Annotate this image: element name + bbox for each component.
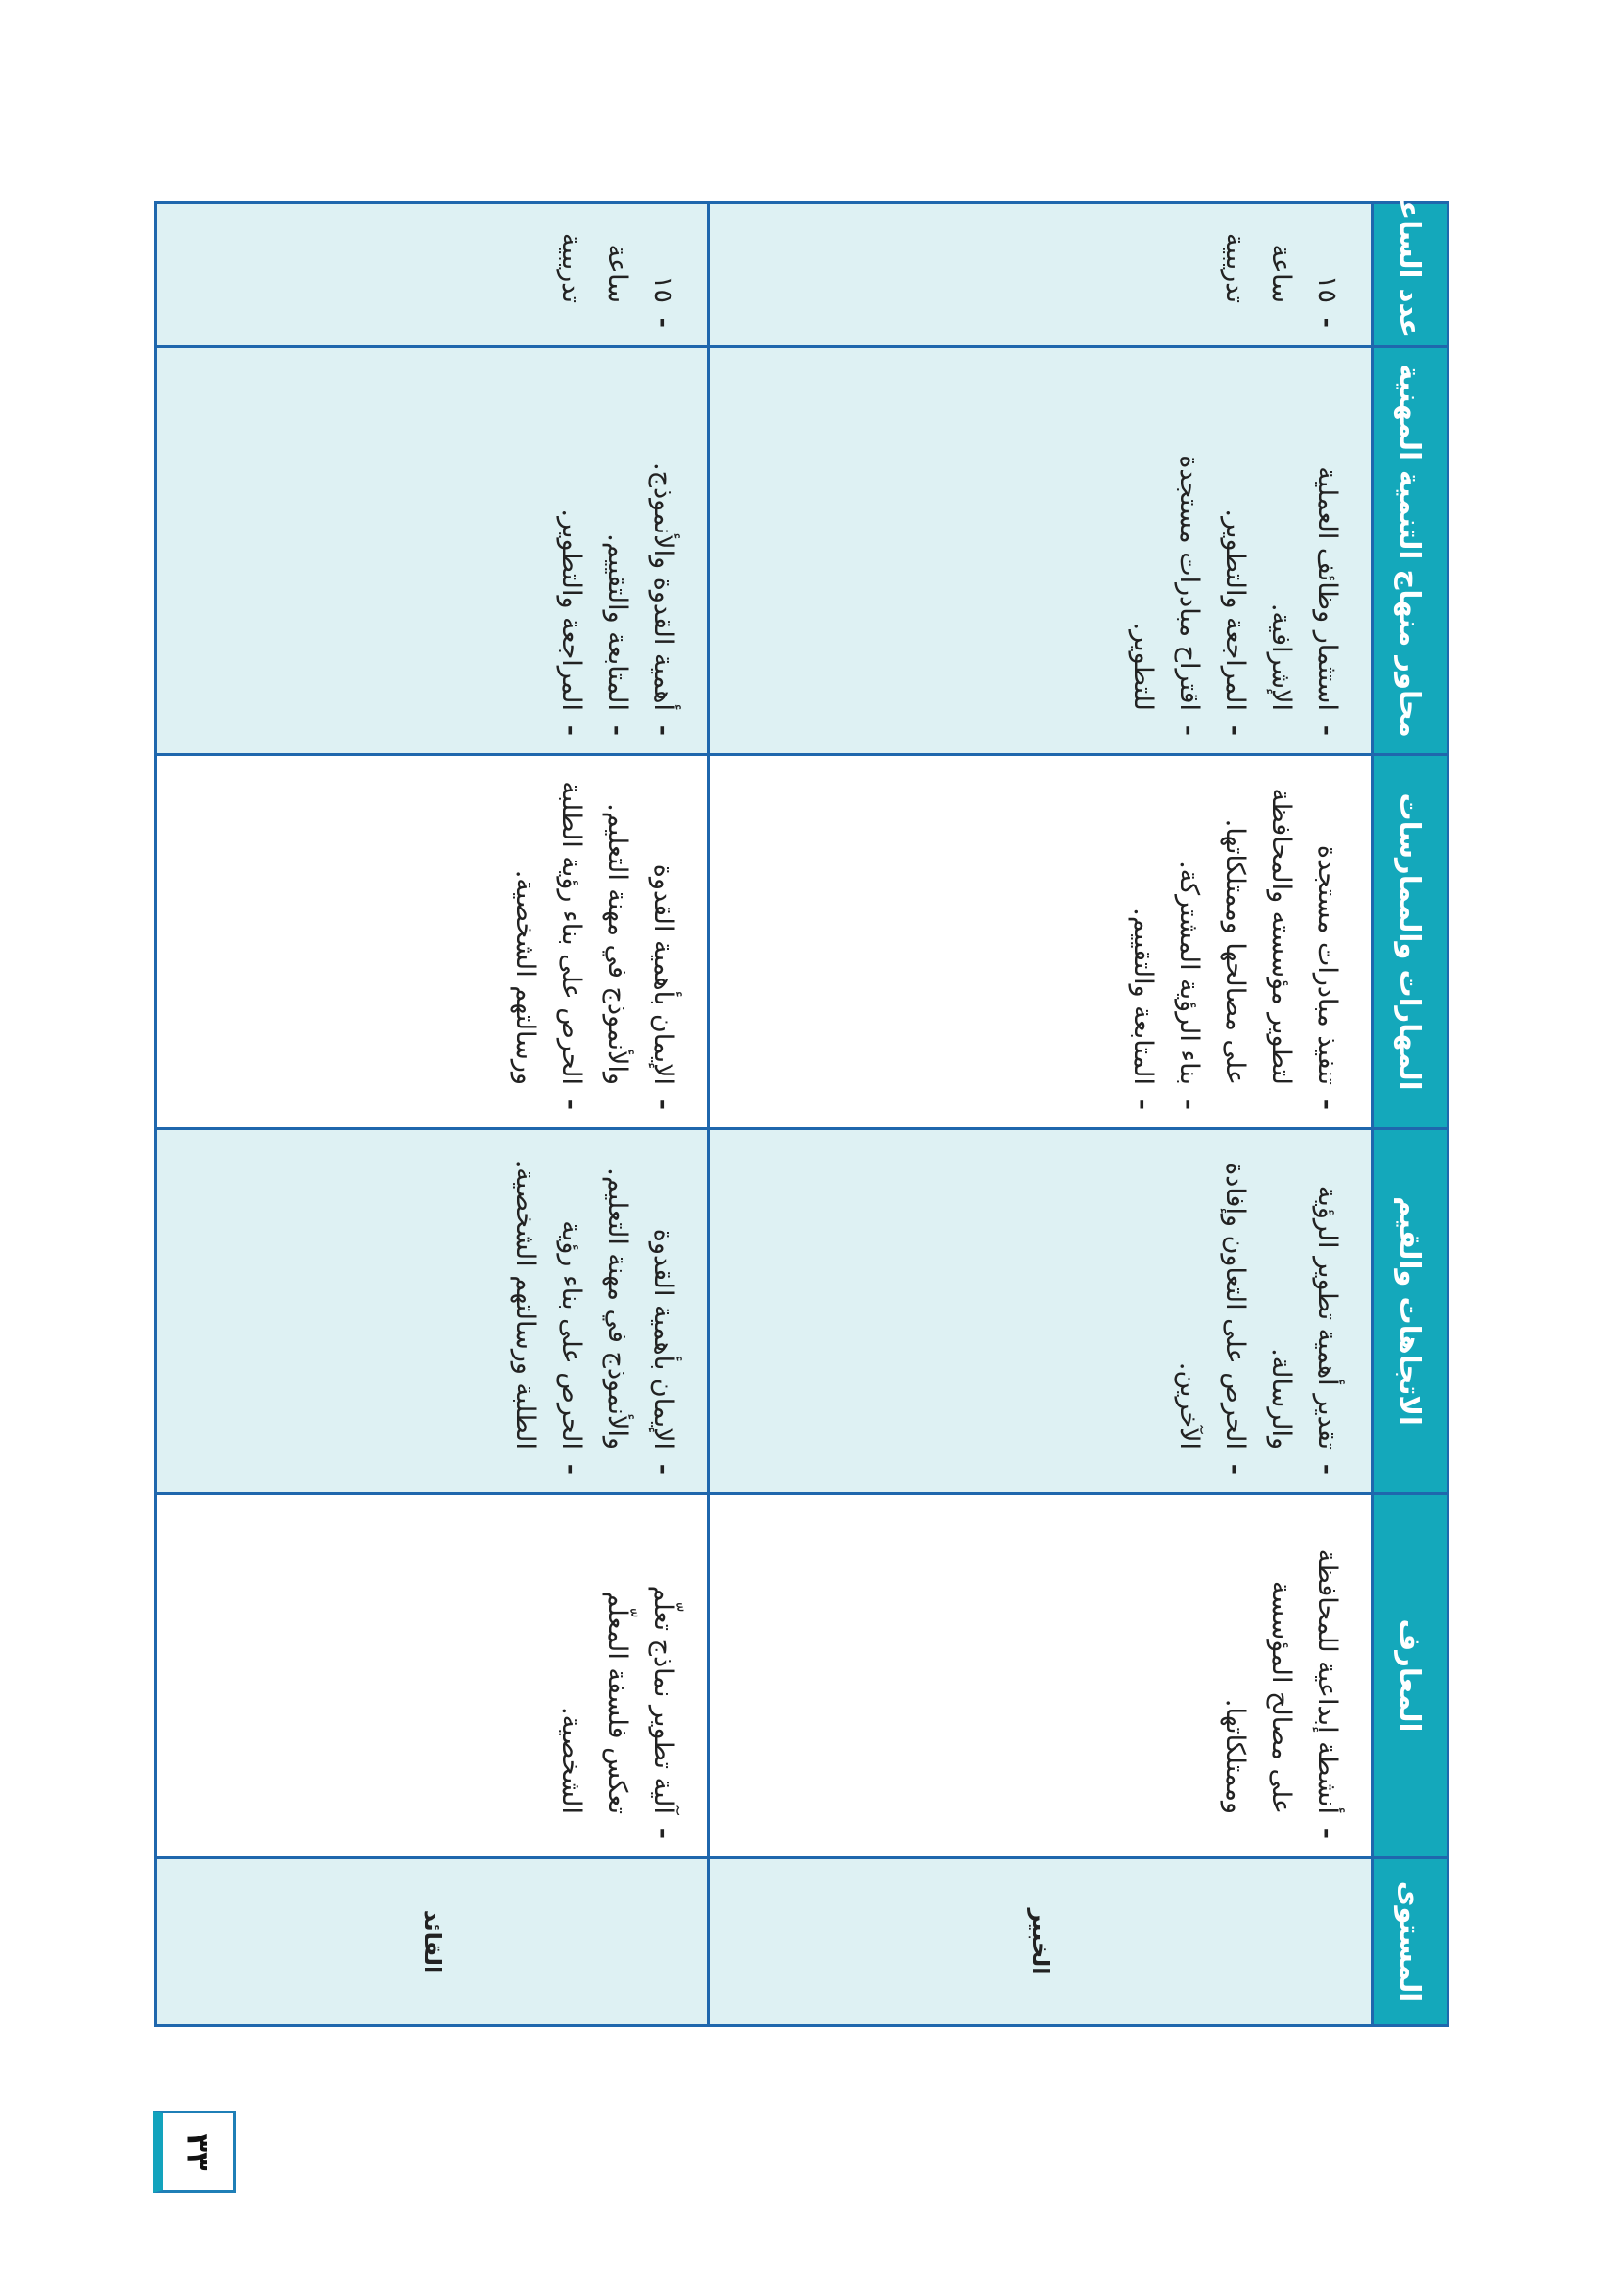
list-item: - ١٥ ساعة تدريبية (1212, 222, 1350, 328)
rotated-table-container (154, 162, 1449, 2024)
page-number: ٣٣ (179, 2133, 217, 2171)
program-cell (156, 347, 709, 755)
header-skills: المهارات والممارسات (1373, 755, 1448, 1129)
list-item: - اقتراح مبادرات مستجدة للتطوير. (1119, 366, 1212, 736)
program-cell (709, 347, 1373, 755)
header-hours: عدد الساعات (1373, 203, 1448, 347)
hours-cell (709, 203, 1373, 347)
list-item: - الحرص على التعاون وإفادة الآخرين. (1165, 1147, 1258, 1475)
skills-cell (709, 755, 1373, 1129)
header-program: محاور منهاج التنمية المهنية (1373, 347, 1448, 755)
list-item: - أهمية القدوة والأنموذج. (640, 366, 686, 736)
header-knowledge: المعارف (1373, 1494, 1448, 1858)
header-attitudes: الاتجاهات والقيم (1373, 1129, 1448, 1494)
attitudes-cell (709, 1129, 1373, 1494)
skills-cell (156, 755, 709, 1129)
list-item: - المراجعة والتطوير. (548, 366, 594, 736)
list-item: - بناء الرؤية المشتركة. (1165, 773, 1212, 1110)
knowledge-cell (156, 1494, 709, 1858)
header-level: المستوى (1373, 1858, 1448, 2026)
attitudes-cell (156, 1129, 709, 1494)
knowledge-cell (709, 1494, 1373, 1858)
level-cell: الخبير (709, 1858, 1373, 2026)
table-header-row (1373, 203, 1448, 2026)
list-item: - المراجعة والتطوير. (1212, 366, 1258, 736)
table-row-leader (156, 203, 709, 2026)
list-item: - ١٥ ساعة تدريبية (548, 222, 686, 328)
table-row-expert (709, 203, 1373, 2026)
level-cell: القائد (156, 1858, 709, 2026)
hours-cell (156, 203, 709, 347)
list-item: - تنفيذ مبادرات مستجدة لتطوير مؤسسته والمحافظة على مصالحها وممتلكاتها. (1212, 773, 1350, 1110)
page-number-box (153, 2111, 236, 2193)
list-item: - أنشطة إبداعية للمحافظة على مصالح المؤسسة وممتلكاتها. (1212, 1512, 1350, 1839)
list-item: - آلية تطوير نماذج تعلّم تعكس فلسفة المعلّم الشخصية. (548, 1512, 686, 1839)
list-item: - المتابعة والتقييم. (594, 366, 640, 736)
list-item: - الإيمان بأهمية القدوة والأنموذج في مهنة التعليم. (594, 773, 686, 1110)
list-item: - تقدير أهمية تطوير الرؤية والرسالة. (1258, 1147, 1350, 1475)
list-item: - الإيمان بأهمية القدوة والأنموذج في مهنة التعليم. (594, 1147, 686, 1475)
list-item: - استثمار وظائف العملية الإشرافية. (1258, 366, 1350, 736)
list-item: - الحرص على بناء رؤية الطلبة ورسالتهم الشخصية. (502, 1147, 594, 1475)
list-item: - الحرص على بناء رؤية الطلبة ورسالتهم الشخصية. (502, 773, 594, 1110)
professional-development-table (154, 162, 1449, 2027)
list-item: - المتابعة والتقييم. (1119, 773, 1165, 1110)
